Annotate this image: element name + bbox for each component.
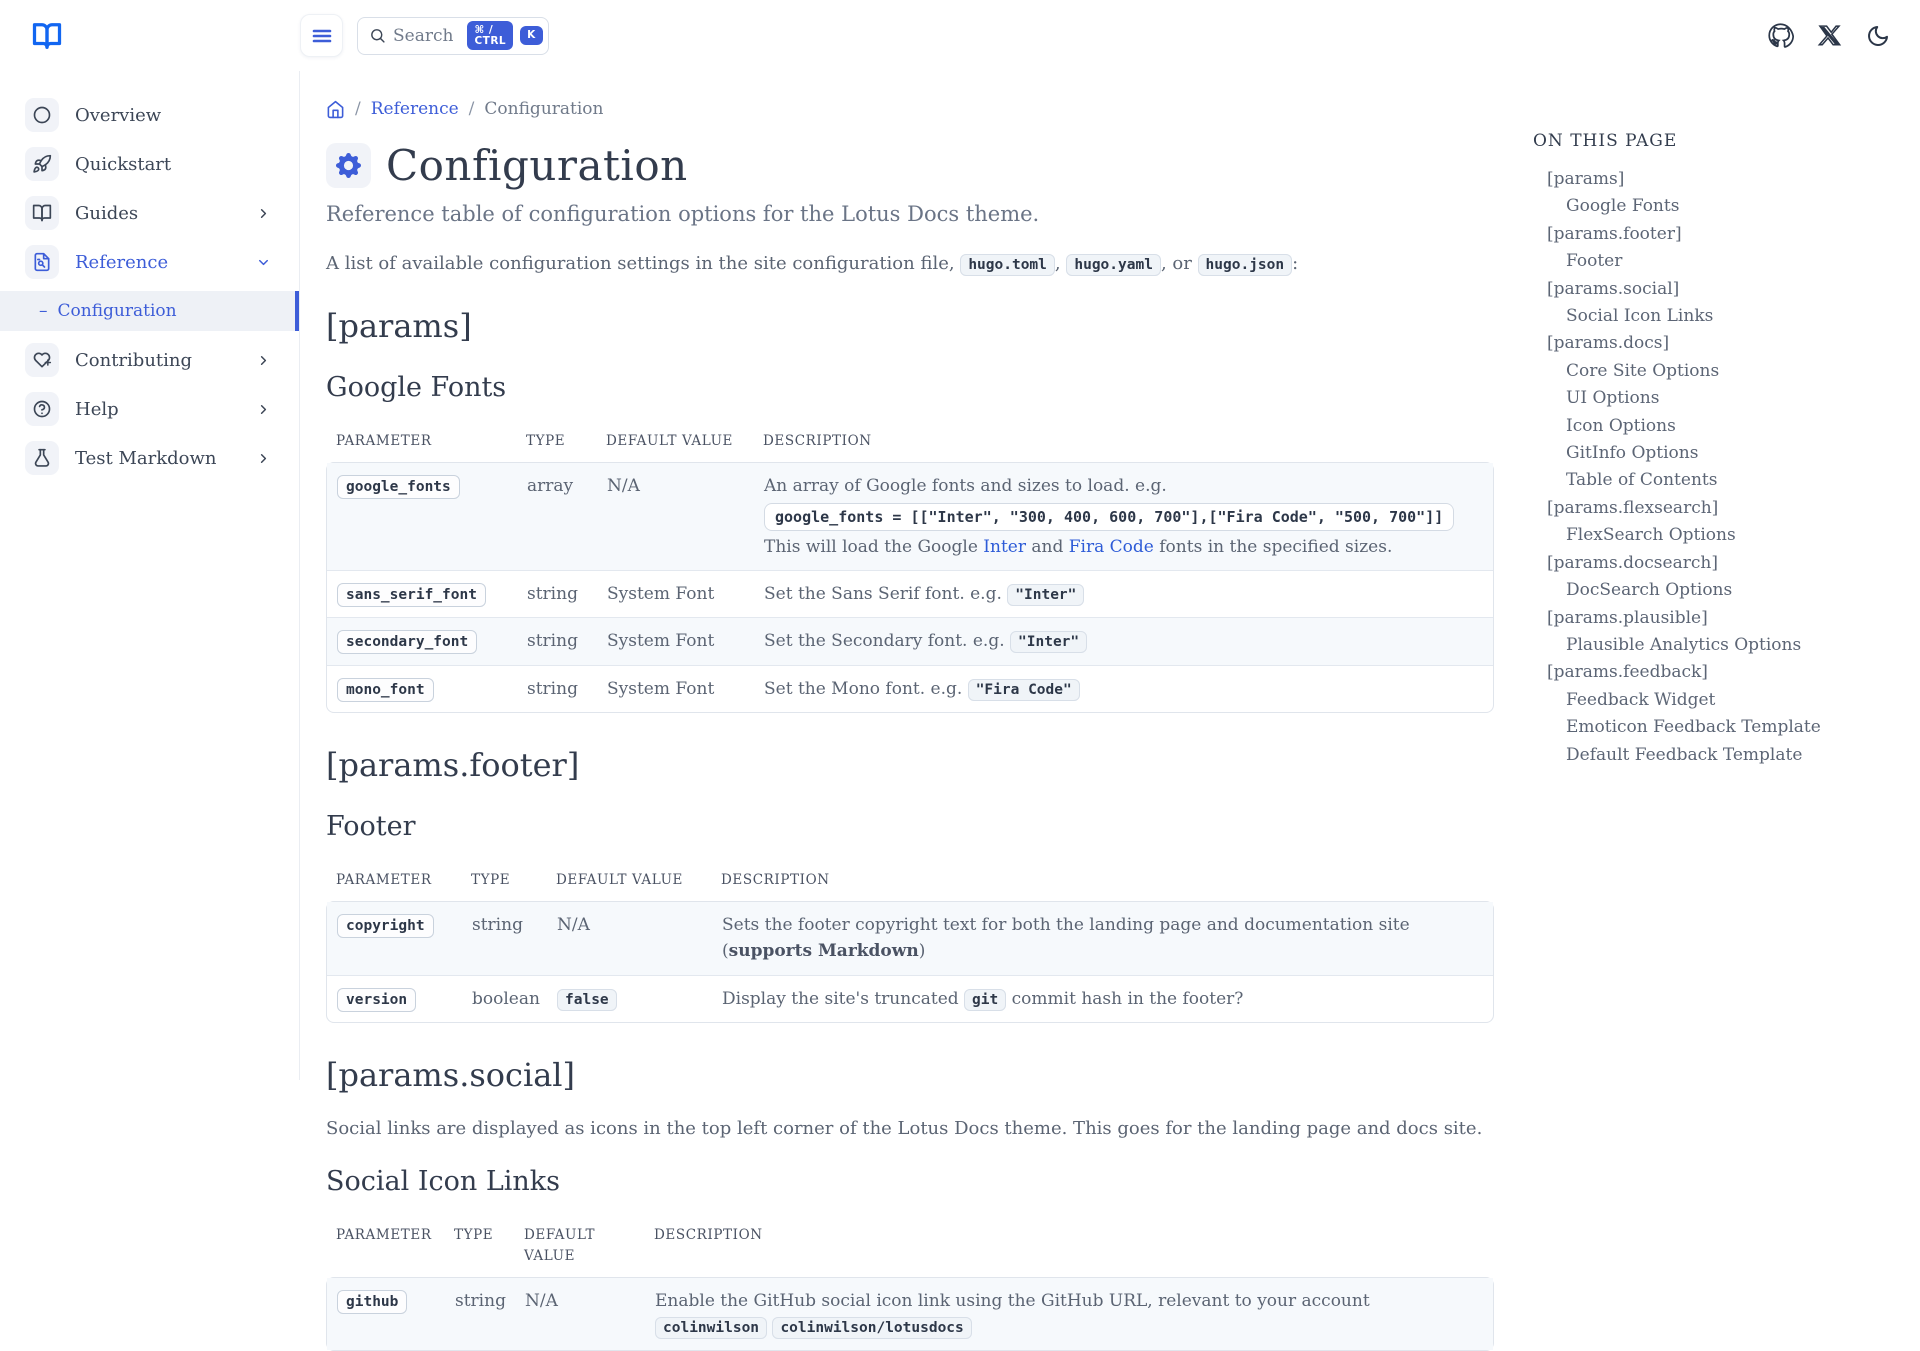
toc-item[interactable]: [params.footer] <box>1547 223 1682 244</box>
config-table <box>326 1215 1494 1351</box>
column-header: PARAMETER <box>336 871 432 888</box>
code-badge: "Fira Code" <box>968 679 1080 701</box>
toc-item[interactable]: [params.docsearch] <box>1547 552 1718 573</box>
column-header: DEFAULT VALUE <box>524 1226 596 1264</box>
toc-item[interactable]: Plausible Analytics Options <box>1566 634 1802 655</box>
search-icon <box>369 27 386 44</box>
toc-title: ON THIS PAGE <box>1533 131 1678 151</box>
logo-zone <box>0 21 300 51</box>
table-body <box>326 1277 1494 1351</box>
circle-icon <box>25 98 59 132</box>
inline-link[interactable]: Inter <box>983 536 1026 557</box>
toc-item[interactable]: FlexSearch Options <box>1566 525 1736 546</box>
toc-item[interactable]: Google Fonts <box>1566 196 1680 217</box>
active-dash: – <box>39 301 48 321</box>
default-value-cell: System Font <box>607 631 715 652</box>
column-header: DESCRIPTION <box>721 871 830 888</box>
default-value-cell: N/A <box>525 1290 558 1311</box>
column-header: TYPE <box>471 871 511 888</box>
code-badge: hugo.json <box>1198 254 1293 276</box>
table-row <box>327 617 1493 664</box>
chevron-right-icon <box>256 353 271 368</box>
type-cell: string <box>472 914 523 935</box>
chevron-right-icon <box>256 206 271 221</box>
chevron-right-icon <box>256 451 271 466</box>
toc-item[interactable]: Default Feedback Template <box>1566 744 1803 765</box>
sidebar-item-overview[interactable] <box>25 95 299 135</box>
sidebar-item-label: Quickstart <box>75 153 172 175</box>
code-badge: hugo.toml <box>960 254 1055 276</box>
table-body <box>326 462 1494 713</box>
section-heading: [params] <box>326 307 472 345</box>
top-navbar <box>0 0 1920 71</box>
page-subtitle: Reference table of configuration options for the Lotus Docs theme. <box>326 202 1040 226</box>
toc-item[interactable]: [params.plausible] <box>1547 607 1708 628</box>
sidebar-item-reference[interactable] <box>25 242 299 282</box>
sidebar-item-label: Configuration <box>57 301 177 321</box>
gear-icon <box>326 143 371 188</box>
help-circle-icon <box>25 392 59 426</box>
page-title-bar <box>326 141 1494 190</box>
breadcrumb-current: Configuration <box>484 99 604 119</box>
code-badge: false <box>557 989 617 1011</box>
toc-item[interactable]: Core Site Options <box>1566 360 1720 381</box>
column-header: TYPE <box>454 1226 494 1243</box>
code-badge: colinwilson <box>655 1317 767 1339</box>
subsection-heading: Social Icon Links <box>326 1165 561 1197</box>
toc-item[interactable]: DocSearch Options <box>1566 580 1733 601</box>
github-icon[interactable] <box>1768 23 1793 48</box>
config-table <box>326 421 1494 713</box>
default-value-cell <box>557 986 722 1012</box>
toc-item[interactable]: [params.flexsearch] <box>1547 497 1719 518</box>
type-cell: string <box>527 583 578 604</box>
doc-section <box>326 1056 1494 1351</box>
section-paragraph: Social links are displayed as icons in the top left corner of the Lotus Docs theme. This goes for the landing page and docs site. <box>326 1117 1483 1139</box>
column-header: DEFAULT VALUE <box>606 433 733 449</box>
kbd-shortcut-primary: ⌘ / CTRL <box>467 21 513 50</box>
inline-link[interactable]: Fira Code <box>1068 536 1154 557</box>
table-body <box>326 901 1494 1023</box>
subsection-heading: Footer <box>326 810 416 842</box>
toc-item[interactable]: Footer <box>1566 251 1623 272</box>
rocket-icon <box>25 147 59 181</box>
toc-item[interactable]: UI Options <box>1566 388 1660 409</box>
table-header-row <box>326 1215 1494 1277</box>
toc-item[interactable]: [params.social] <box>1547 278 1680 299</box>
breadcrumb-separator: / <box>355 99 361 119</box>
table-row <box>327 902 1493 975</box>
code-example: google_fonts = [["Inter", "300, 400, 600, 700"],["Fira Code", "500, 700"]] <box>764 504 1454 530</box>
section-heading: [params.footer] <box>326 745 580 784</box>
type-cell: string <box>527 631 578 652</box>
param-badge: github <box>337 1290 407 1314</box>
hamburger-icon <box>310 24 334 48</box>
breadcrumb <box>326 99 1494 119</box>
main-content <box>300 71 1520 1337</box>
sidebar-item-guides[interactable] <box>25 193 299 233</box>
kbd-shortcut-secondary: K <box>520 26 543 45</box>
sidebar-item-test-markdown[interactable] <box>25 438 299 478</box>
toc-item[interactable]: Feedback Widget <box>1566 689 1716 710</box>
navbar-actions <box>1768 23 1920 48</box>
code-badge: "Inter" <box>1010 631 1087 653</box>
flask-icon <box>25 441 59 475</box>
page-title: Configuration <box>386 141 688 190</box>
sidebar-item-label: Guides <box>75 202 139 224</box>
toc-list <box>1533 166 1900 769</box>
description-cell: Set the Mono font. e.g. "Fira Code" <box>764 676 1483 702</box>
x-icon[interactable] <box>1818 24 1841 47</box>
param-badge: copyright <box>337 914 434 938</box>
sidebar-item-label: Test Markdown <box>75 447 217 469</box>
type-cell: string <box>455 1290 506 1311</box>
toc-item[interactable]: [params.feedback] <box>1547 662 1708 683</box>
toc-item[interactable]: GitInfo Options <box>1566 443 1699 464</box>
breadcrumb-separator: / <box>468 99 475 119</box>
doc-section <box>326 746 1494 1023</box>
description-cell: Display the site's truncated git commit hash in the footer? <box>722 988 1244 1009</box>
description-cell: Set the Secondary font. e.g. "Inter" <box>764 628 1483 654</box>
file-search-icon <box>25 245 59 279</box>
chevron-right-icon <box>256 402 271 417</box>
default-value-cell: System Font <box>607 678 715 699</box>
column-header: DESCRIPTION <box>763 433 872 449</box>
table-row <box>327 463 1493 570</box>
table-header-row <box>326 421 1494 462</box>
sidebar-item-help[interactable] <box>25 389 299 429</box>
code-badge: "Inter" <box>1007 584 1084 606</box>
book-open-icon <box>25 196 59 230</box>
search-placeholder: Search <box>393 25 454 46</box>
search-input[interactable] <box>357 17 549 55</box>
table-row <box>327 665 1493 712</box>
toc-item[interactable]: Table of Contents <box>1566 470 1718 491</box>
column-header: PARAMETER <box>336 433 432 449</box>
param-badge: sans_serif_font <box>337 583 486 607</box>
toc-item[interactable]: [params] <box>1547 169 1625 189</box>
type-cell: boolean <box>472 988 540 1009</box>
toc-item[interactable]: Social Icon Links <box>1566 306 1714 327</box>
toc-item[interactable]: [params.docs] <box>1547 333 1670 354</box>
column-header: DESCRIPTION <box>654 1226 763 1243</box>
column-header: DEFAULT VALUE <box>556 871 683 888</box>
description-cell: Sets the footer copyright text for both the landing page and documentation site (supports Markdown) <box>722 914 1410 962</box>
menu-toggle-button[interactable] <box>300 14 343 57</box>
table-row <box>327 570 1493 617</box>
chevron-down-icon <box>256 255 271 270</box>
config-table <box>326 860 1494 1023</box>
param-badge: google_fonts <box>337 475 460 499</box>
home-icon[interactable] <box>326 100 345 119</box>
param-badge: mono_font <box>337 678 434 702</box>
sidebar-item-configuration[interactable] <box>0 291 299 331</box>
breadcrumb-link-reference[interactable]: Reference <box>370 99 459 119</box>
param-badge: secondary_font <box>337 630 477 654</box>
doc-section <box>326 307 1494 713</box>
code-badge: colinwilson/lotusdocs <box>772 1317 971 1339</box>
toc-item[interactable]: Emoticon Feedback Template <box>1566 717 1821 738</box>
table-header-row <box>326 860 1494 901</box>
subsection-heading: Google Fonts <box>326 372 507 403</box>
bold-text: supports Markdown <box>728 941 919 962</box>
left-sidebar <box>0 71 300 1080</box>
sidebar-item-quickstart[interactable] <box>25 144 299 184</box>
type-cell: array <box>527 475 574 496</box>
moon-icon[interactable] <box>1866 24 1890 48</box>
sidebar-item-label: Contributing <box>75 349 193 371</box>
sidebar-item-label: Help <box>75 398 119 420</box>
on-this-page-panel <box>1520 71 1920 1080</box>
section-heading: [params.social] <box>326 1055 575 1094</box>
sidebar-item-label: Overview <box>75 104 162 126</box>
sidebar-item-label: Reference <box>75 251 169 273</box>
code-badge: git <box>964 989 1006 1011</box>
default-value-cell: System Font <box>607 583 715 604</box>
default-value-cell: N/A <box>607 475 640 496</box>
description-cell: Enable the GitHub social icon link using the GitHub URL, relevant to your account colinwilson colinwilson/lotusdocs <box>655 1288 1483 1341</box>
code-badge: hugo.yaml <box>1066 254 1161 276</box>
heart-plus-icon <box>25 343 59 377</box>
description-cell: Set the Sans Serif font. e.g. "Inter" <box>764 581 1483 607</box>
column-header: TYPE <box>526 433 566 449</box>
description-cell: An array of Google fonts and sizes to load. e.g.google_fonts = [["Inter", "300, 400, 600, 700"],["Fira Code", "500, 700"]]This will load the Google Inter and Fira Code fonts in the specified sizes. <box>764 473 1483 560</box>
param-badge: version <box>337 988 416 1012</box>
page-intro: A list of available configuration settings in the site configuration file, hugo.toml , hugo.yaml , or hugo.json : <box>326 253 1299 274</box>
type-cell: string <box>527 678 578 699</box>
column-header: PARAMETER <box>336 1226 432 1243</box>
sidebar-item-contributing[interactable] <box>25 340 299 380</box>
default-value-cell: N/A <box>557 914 590 935</box>
book-logo-icon[interactable] <box>30 21 300 51</box>
table-row <box>327 1278 1493 1351</box>
toc-item[interactable]: Icon Options <box>1566 415 1676 436</box>
table-row <box>327 975 1493 1022</box>
